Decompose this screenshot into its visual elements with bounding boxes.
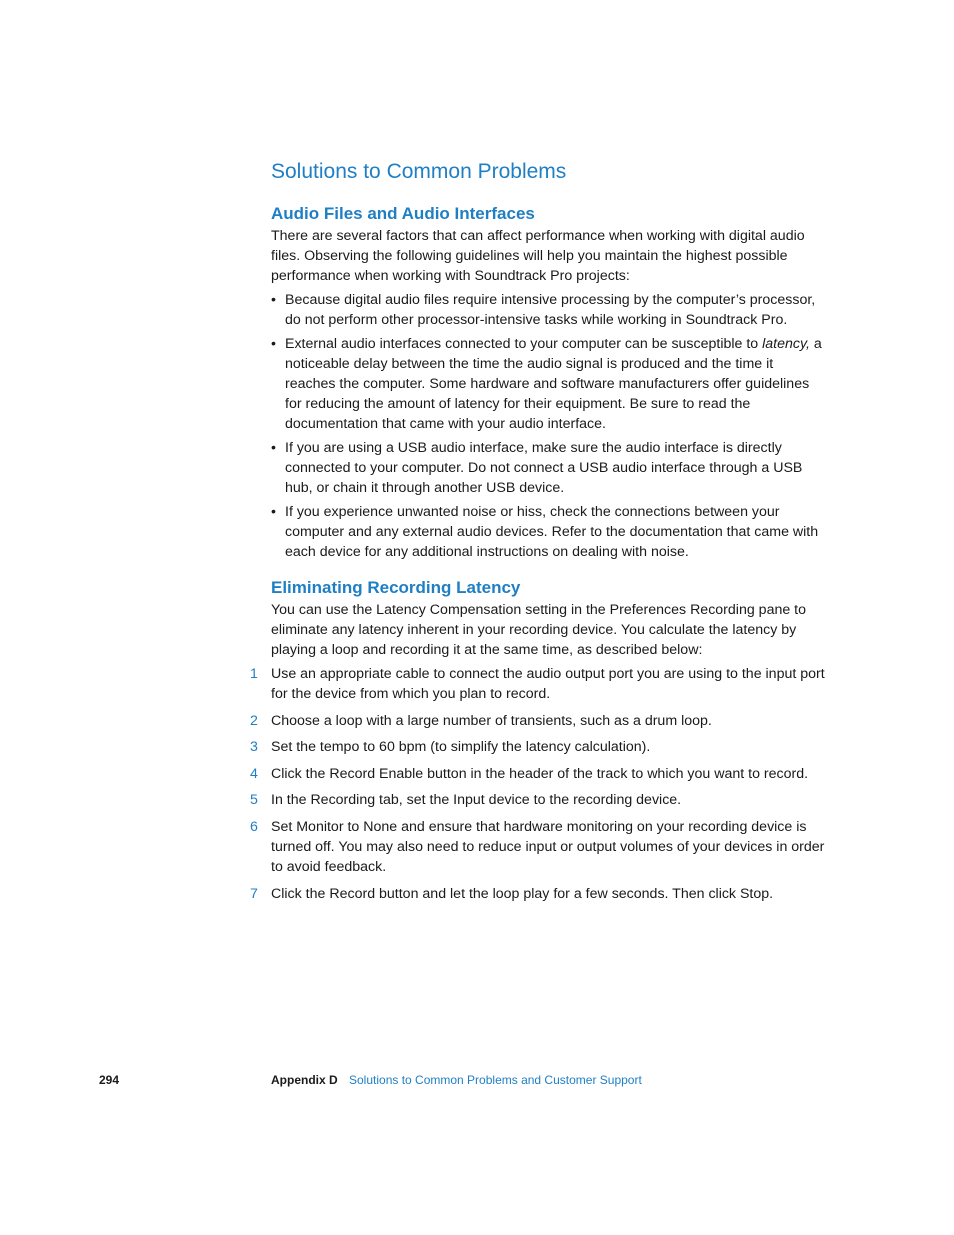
step-text: In the Recording tab, set the Input device to the recording device. bbox=[271, 792, 682, 809]
footer-appendix-label: Appendix D bbox=[271, 1073, 338, 1087]
bullet-text: Because digital audio files require intensive processing by the computer’s processor, do not perform other processor-intensive tasks while working in Soundtrack Pro. bbox=[285, 292, 816, 329]
steps-list bbox=[250, 664, 825, 910]
list-item bbox=[271, 438, 823, 498]
section-intro-recording-latency: You can use the Latency Compensation setting in the Preferences Recording pane to eliminate any latency inherent in your recording device. You calculate the latency by playing a loop and recording it at the same time, as described below: bbox=[271, 602, 807, 659]
step-number: 3 bbox=[250, 739, 258, 756]
step-number: 1 bbox=[250, 666, 258, 682]
step-number: 4 bbox=[250, 765, 258, 782]
section-heading-recording-latency: Eliminating Recording Latency bbox=[271, 578, 521, 597]
step-number: 2 bbox=[250, 712, 258, 729]
bullet-icon: • bbox=[271, 292, 276, 308]
bullet-icon: • bbox=[271, 503, 276, 520]
section-intro-audio-files: There are several factors that can affect performance when working with digital audio files. Observing the following guidelines will help you maintain the highest possible performance when working with Soundtrack Pro projects: bbox=[271, 228, 805, 285]
list-item bbox=[250, 884, 825, 904]
list-item bbox=[271, 290, 823, 330]
step-text: Click the Record button and let the loop play for a few seconds. Then click Stop. bbox=[271, 885, 774, 902]
bullet-text-emphasis: latency, bbox=[762, 335, 810, 352]
bullet-text-after: a noticeable delay between the time the audio signal is produced and the time it reaches the computer. Some hardware and software manufacturers offer guidelines for reducing the amount of latency for their equipment. Be sure to read the documentation that came with your audio interface. bbox=[285, 335, 822, 433]
bullet-text: If you are using a USB audio interface, make sure the audio interface is directly connected to your computer. Do not connect a USB audio interface through a USB hub, or chain it through another USB device. bbox=[285, 439, 803, 497]
list-item bbox=[271, 334, 823, 434]
list-item bbox=[250, 764, 825, 784]
list-item bbox=[250, 664, 825, 704]
step-text: Use an appropriate cable to connect the audio output port you are using to the input port for the device from which you plan to record. bbox=[271, 666, 825, 703]
guidelines-list bbox=[271, 290, 823, 566]
step-number: 5 bbox=[250, 792, 258, 809]
bullet-icon: • bbox=[271, 439, 276, 456]
step-number: 6 bbox=[250, 819, 258, 836]
step-text: Choose a loop with a large number of transients, such as a drum loop. bbox=[271, 712, 712, 729]
list-item bbox=[250, 817, 825, 877]
bullet-text-before: External audio interfaces connected to your computer can be susceptible to bbox=[285, 335, 763, 352]
step-text: Click the Record Enable button in the header of the track to which you want to record. bbox=[271, 765, 809, 782]
step-number: 7 bbox=[250, 885, 258, 902]
footer-page-number: 294 bbox=[99, 1073, 120, 1087]
footer-chapter-title: Solutions to Common Problems and Customer Support bbox=[349, 1073, 642, 1087]
section-heading-audio-files: Audio Files and Audio Interfaces bbox=[271, 204, 535, 223]
list-item bbox=[250, 790, 825, 810]
step-text: Set the tempo to 60 bpm (to simplify the latency calculation). bbox=[271, 739, 651, 756]
step-text: Set Monitor to None and ensure that hardware monitoring on your recording device is turned off. You may also need to reduce input or output volumes of your devices in order to avoid feedback. bbox=[271, 819, 825, 876]
bullet-text: If you experience unwanted noise or hiss, check the connections between your computer and any external audio devices. Refer to the documentation that came with each device for any additional instructions on dealing with noise. bbox=[285, 503, 819, 560]
list-item bbox=[250, 737, 825, 757]
bullet-icon: • bbox=[271, 335, 276, 352]
list-item bbox=[250, 711, 825, 731]
list-item bbox=[271, 502, 823, 562]
page-title: Solutions to Common Problems bbox=[271, 160, 567, 183]
